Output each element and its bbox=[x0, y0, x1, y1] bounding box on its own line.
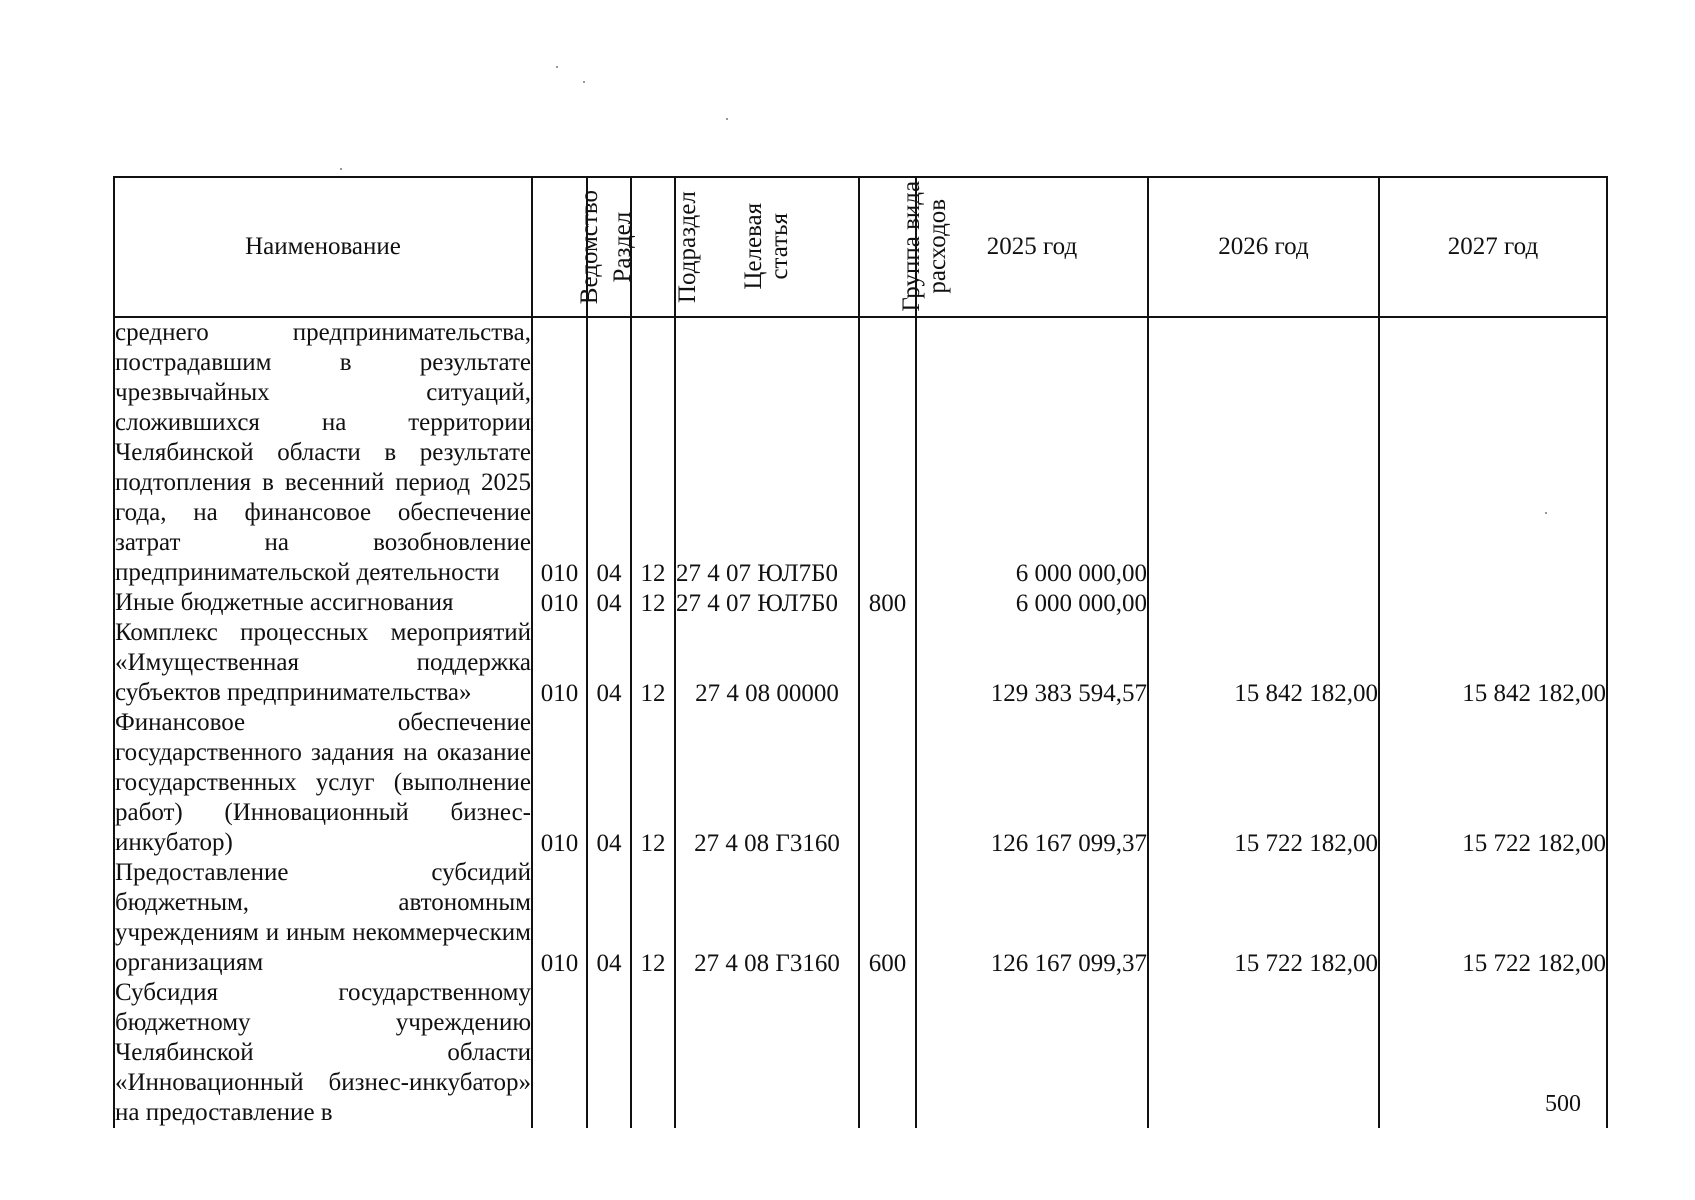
row-name: среднего предпринимательства, пострадавшим в результате чрезвычайных ситуаций, сложившихся на территории Челябинской области в результате подтопления в весенний период 2025 года, на финансовое обеспечение затрат на возобновление предпринимательской деятельности bbox=[115, 319, 531, 586]
header-vedomstvo-label: Ведомство bbox=[575, 190, 603, 305]
row-razdel: 04 bbox=[587, 858, 631, 978]
scan-speck bbox=[1545, 512, 1547, 514]
header-name bbox=[114, 177, 532, 317]
row-2025: 129 383 594,57 bbox=[916, 618, 1148, 708]
table-row bbox=[114, 978, 1607, 1128]
header-group-line1: Группа вида bbox=[898, 181, 926, 312]
table-header-row bbox=[114, 177, 1607, 317]
row-group bbox=[859, 708, 916, 858]
header-2027 bbox=[1379, 177, 1607, 317]
table-row bbox=[114, 317, 1607, 588]
header-target-line2: статья bbox=[765, 213, 793, 280]
row-group bbox=[859, 978, 916, 1128]
row-2025: 6 000 000,00 bbox=[916, 317, 1148, 588]
row-name: Финансовое обеспечение государственного задания на оказание государственных услуг (выполнение работ) (Инновационный бизнес-инкубатор) bbox=[115, 709, 531, 856]
row-target bbox=[675, 978, 859, 1128]
row-2025 bbox=[916, 978, 1148, 1128]
row-razdel: 04 bbox=[587, 317, 631, 588]
row-vedomstvo bbox=[532, 978, 587, 1128]
row-name: Комплекс процессных мероприятий «Имущественная поддержка субъектов предпринимательства» bbox=[115, 619, 531, 706]
row-group: 600 bbox=[859, 858, 916, 978]
row-razdel: 04 bbox=[587, 618, 631, 708]
header-podrazdel bbox=[631, 177, 701, 317]
row-vedomstvo: 010 bbox=[532, 858, 587, 978]
scan-speck bbox=[583, 81, 585, 83]
row-2027 bbox=[1379, 317, 1607, 588]
table-row bbox=[114, 618, 1607, 708]
row-razdel bbox=[587, 978, 631, 1128]
row-razdel: 04 bbox=[587, 708, 631, 858]
header-group bbox=[859, 177, 952, 317]
row-2027 bbox=[1379, 588, 1607, 618]
header-vedomstvo bbox=[532, 177, 603, 317]
table-row bbox=[114, 858, 1607, 978]
row-podrazdel: 12 bbox=[631, 588, 675, 618]
row-2025: 6 000 000,00 bbox=[916, 588, 1148, 618]
table-row bbox=[114, 708, 1607, 858]
row-2026: 15 722 182,00 bbox=[1148, 708, 1379, 858]
row-podrazdel: 12 bbox=[631, 858, 675, 978]
header-name-label: Наименование bbox=[245, 233, 401, 260]
row-podrazdel: 12 bbox=[631, 317, 675, 588]
budget-table bbox=[113, 176, 1608, 1128]
row-vedomstvo: 010 bbox=[532, 588, 587, 618]
header-target-label bbox=[741, 203, 794, 290]
scan-speck bbox=[556, 66, 558, 68]
header-target bbox=[675, 177, 859, 317]
page-number: 500 bbox=[1545, 1091, 1581, 1117]
header-group-label bbox=[899, 181, 952, 312]
row-vedomstvo: 010 bbox=[532, 317, 587, 588]
scan-speck bbox=[340, 168, 342, 170]
row-2026 bbox=[1148, 978, 1379, 1128]
row-2026: 15 842 182,00 bbox=[1148, 618, 1379, 708]
header-target-line1: Целевая bbox=[739, 203, 767, 291]
row-group bbox=[859, 317, 916, 588]
header-2026-label: 2026 год bbox=[1218, 233, 1309, 260]
row-target: 27 4 08 Г3160 bbox=[675, 708, 859, 858]
row-2026: 15 722 182,00 bbox=[1148, 858, 1379, 978]
row-podrazdel: 12 bbox=[631, 618, 675, 708]
row-2027: 15 722 182,00 bbox=[1379, 708, 1607, 858]
header-2027-label: 2027 год bbox=[1447, 233, 1539, 260]
row-razdel: 04 bbox=[587, 588, 631, 618]
header-podrazdel-label: Подраздел bbox=[673, 191, 701, 304]
row-name: Субсидия государственному бюджетному учреждению Челябинской области «Инновационный бизнес-инкубатор» на предоставление в bbox=[115, 979, 531, 1126]
row-2027: 15 722 182,00 bbox=[1379, 858, 1607, 978]
header-2026 bbox=[1148, 177, 1379, 317]
row-target: 27 4 08 Г3160 bbox=[675, 858, 859, 978]
row-vedomstvo: 010 bbox=[532, 618, 587, 708]
row-vedomstvo: 010 bbox=[532, 708, 587, 858]
row-name: Иные бюджетные ассигнования bbox=[114, 588, 532, 618]
row-group bbox=[859, 618, 916, 708]
header-2025-label: 2025 год bbox=[986, 233, 1078, 260]
row-2025: 126 167 099,37 bbox=[916, 858, 1148, 978]
row-2026 bbox=[1148, 317, 1379, 588]
row-podrazdel bbox=[631, 978, 675, 1128]
header-group-line2: расходов bbox=[924, 199, 952, 294]
row-target: 27 4 08 00000 bbox=[675, 618, 859, 708]
table-row bbox=[114, 588, 1607, 618]
row-2026 bbox=[1148, 588, 1379, 618]
row-target: 27 4 07 ЮЛ7Б0 bbox=[675, 317, 859, 588]
row-name: Предоставление субсидий бюджетным, автономным учреждениям и иным некоммерческим организациям bbox=[115, 859, 531, 976]
scan-speck bbox=[726, 118, 728, 120]
header-razdel-label: Раздел bbox=[609, 211, 637, 283]
row-2025: 126 167 099,37 bbox=[916, 708, 1148, 858]
row-podrazdel: 12 bbox=[631, 708, 675, 858]
row-group: 800 bbox=[859, 588, 916, 618]
row-2027: 15 842 182,00 bbox=[1379, 618, 1607, 708]
row-target: 27 4 07 ЮЛ7Б0 bbox=[675, 588, 859, 618]
